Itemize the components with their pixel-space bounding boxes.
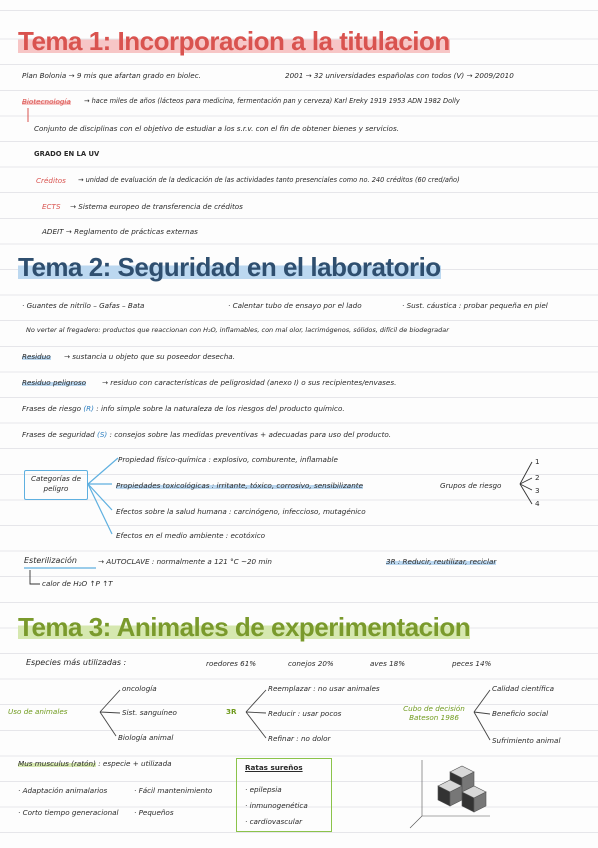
ratas-item-1: · epilepsia [245,785,282,794]
ratas-item-3: · cardiovascular [245,817,303,826]
tema2-line2: No verter al fregadero: productos que reaccionan con H₂O, inflamables, con mal olor, lacrimógenos, sólidos, difícil de biodegradar [26,326,449,334]
grupo-3: 3 [535,486,540,495]
tema2-line1b: · Calentar tubo de ensayo por el lado [228,301,362,310]
ects-text: → Sistema europeo de transferencia de créditos [70,202,243,211]
r3-label: 3R [226,707,237,716]
r3-item-3: Refinar : no dolor [268,734,331,743]
grupos-label: Grupos de riesgo [440,481,502,490]
cubo-item-1: Calidad científica [492,684,554,693]
calor-text: calor de H₂O ↑P ↑T [42,579,113,588]
bio-text: → hace miles de años (lácteos para medicina, fermentación pan y cerveza) Karl Ereky 1919 1953 ADN 1982 Dolly [84,97,460,105]
tema2-line1a: · Guantes de nitrilo – Gafas – Bata [22,301,145,310]
riesgo-line: Frases de riesgo (R) : info simple sobre la naturaleza de los riesgos del producto químico. [22,404,345,413]
peces: peces 14% [452,659,492,668]
mus-line: Mus musculus (ratón) : especie + utilizada [18,759,172,768]
creditos-label: Créditos [36,176,66,185]
ratas-title: Ratas sureños [245,763,303,772]
grupo-1: 1 [535,457,540,466]
tres-r-text: 3R : Reducir, reutilizar, reciclar [386,557,497,566]
tema2-title: Tema 2: Seguridad en el laboratorio [18,252,441,282]
uso-item-2: Sist. sanguíneo [122,708,177,717]
especies-label: Especies más utilizadas : [26,658,127,667]
adeit-text: ADEIT → Reglamento de prácticas externas [42,227,198,236]
peligroso-text: → residuo con características de peligrosidad (anexo I) o sus recipientes/envases. [102,378,397,387]
ratas-item-2: · inmunogenética [245,801,308,810]
adaptacion: · Adaptación animalarios [18,786,108,795]
cubo-item-3: Sufrimiento animal [492,736,561,745]
tema3-title: Tema 3: Animales de experimentacion [18,612,471,642]
bio-label: Biotecnología [22,97,71,106]
uso-item-3: Biología animal [118,733,174,742]
creditos-text: → unidad de evaluación de la dedicación de las actividades tanto presenciales como no. 240 créditos (60 cred/año) [78,176,460,184]
roedores: roedores 61% [206,659,257,668]
residuo-label: Residuo [22,352,51,361]
cat-item-4: Efectos en el medio ambiente : ecotóxico [116,531,266,540]
corto: · Corto tiempo generacional [18,808,119,817]
seguridad-line: Frases de seguridad (S) : consejos sobre las medidas preventivas + adecuadas para uso del producto. [22,430,392,439]
grupo-4: 4 [535,499,540,508]
facil: · Fácil mantenimiento [134,786,213,795]
r3-item-2: Reducir : usar pocos [268,709,342,718]
grado-label: GRADO EN LA UV [34,150,100,158]
aves: aves 18% [370,659,406,668]
ects-label: ECTS [42,202,61,211]
tema1-line1: Plan Bolonia → 9 mis que afartan grado en biolec. [22,71,201,80]
residuo-text: → sustancia u objeto que su poseedor desecha. [64,352,235,361]
peligroso-label: Residuo peligroso [22,378,86,387]
cubo-label: Cubo de decisión Bateson 1986 [403,704,465,722]
pequenos: · Pequeños [134,808,174,817]
cat-item-2: Propiedades toxicológicas : irritante, tóxico, corrosivo, sensibilizante [116,481,363,490]
categorias-box: Categorías de peligro [24,470,88,500]
tema1-title: Tema 1: Incorporacion a la titulacion [18,26,450,56]
r3-item-1: Reemplazar : no usar animales [268,684,380,693]
uso-item-1: oncología [122,684,157,693]
esterilizacion-label: Esterilización [24,556,77,565]
autoclave-text: → AUTOCLAVE : normalmente a 121 °C ~20 min [98,557,272,566]
conejos: conejos 20% [288,659,334,668]
conjunto-text: Conjunto de disciplinas con el objetivo de estudiar a los s.r.v. con el fin de obtener bienes y servicios. [34,124,399,133]
tema1-line1b: 2001 → 32 universidades españolas con todos (V) → 2009/2010 [285,71,514,80]
cat-item-1: Propiedad físico-química : explosivo, comburente, inflamable [118,455,338,464]
grupo-2: 2 [535,473,540,482]
tema2-line1c: · Sust. cáustica : probar pequeña en piel [402,301,548,310]
cat-item-3: Efectos sobre la salud humana : carcinógeno, infeccioso, mutagénico [116,507,366,516]
uso-label: Uso de animales [8,707,68,716]
cubo-item-2: Beneficio social [492,709,549,718]
